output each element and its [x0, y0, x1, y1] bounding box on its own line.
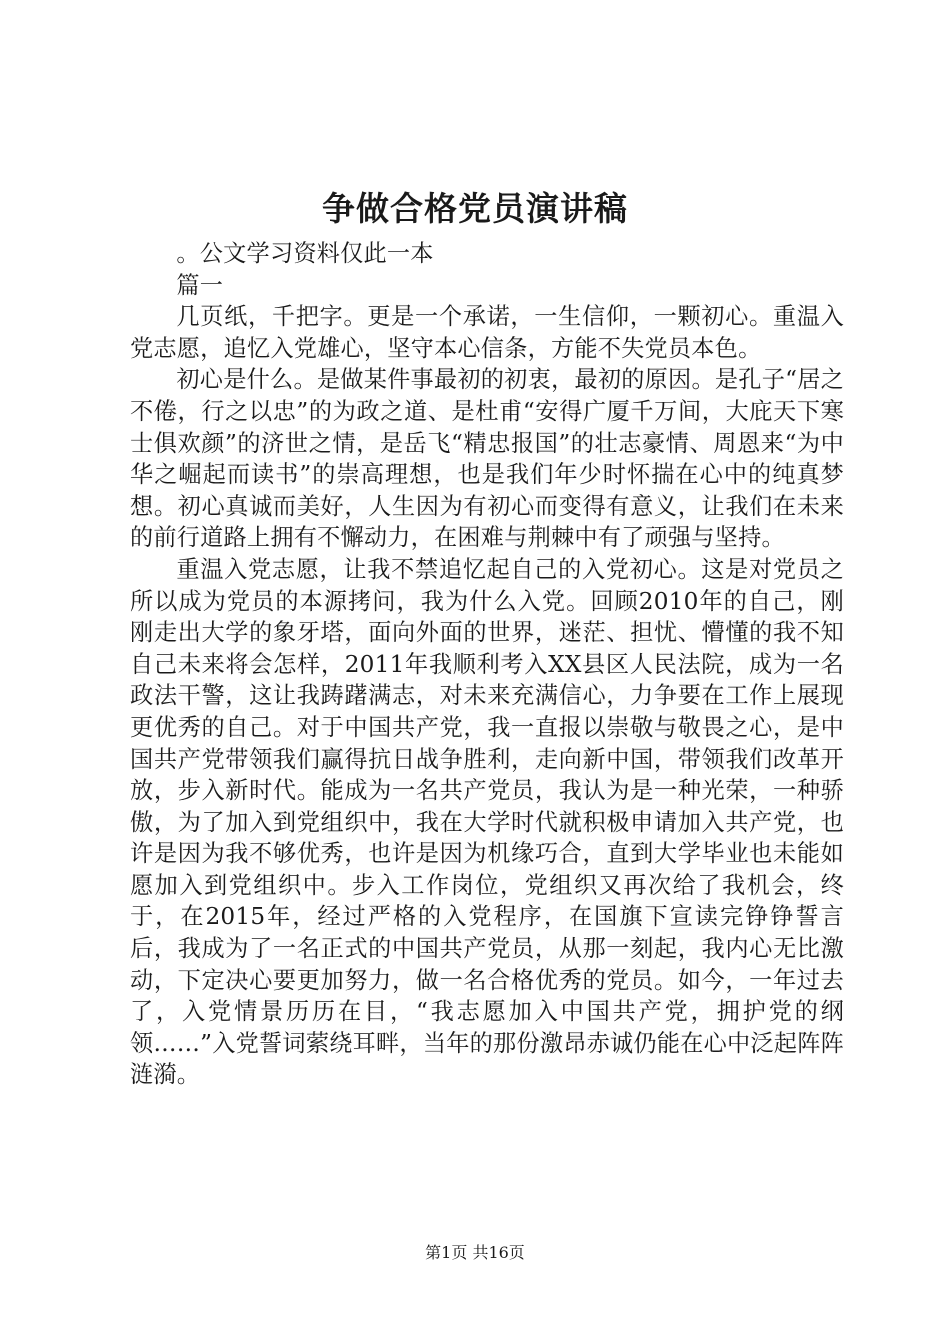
- paragraph-note: 。公文学习资料仅此一本: [176, 240, 434, 267]
- paragraph-3: 重温入党志愿，让我不禁追忆起自己的入党初心。这是对党员之所以成为党员的本源拷问，我为什么入党。回顾2010年的自己，刚刚走出大学的象牙塔，面向外面的世界，迷茫、担忧、懵懂的我不知自己未来将会怎样，2011年我顺利考入XX县区人民法院，成为一名政法干警，这让我踌躇满志，对未来充满信心，力争要在工作上展现更优秀的自己。对于中国共产党，我一直报以崇敬与敬畏之心，是中国共产党带领我们赢得抗日战争胜利，走向新中国，带领我们改革开放，步入新时代。能成为一名共产党员，我认为是一种光荣，一种骄傲，为了加入到党组织中，我在大学时代就积极申请加入共产党，也许是因为我不够优秀，也许是因为机缘巧合，直到大学毕业也未能如愿加入到党组织中。步入工作岗位，党组织又再次给了我机会，终于，在2015年，经过严格的入党程序，在国旗下宣读完铮铮誓言后，我成为了一名正式的中国共产党员，从那一刻起，我内心无比激动，下定决心要更加努力，做一名合格优秀的党员。如今，一年过去了，入党情景历历在目，“我志愿加入中国共产党，拥护党的纲领……”入党誓词萦绕耳畔，当年的那份激昂赤诚仍能在心中泛起阵阵涟漪。: [130, 555, 844, 1089]
- page-footer: 第1页 共16页: [425, 1243, 525, 1262]
- paragraph-1: 几页纸，千把字。更是一个承诺，一生信仰，一颗初心。重温入党志愿，追忆入党雄心，坚守本心信条，方能不失党员本色。: [130, 303, 844, 362]
- document-body: [130, 238, 844, 1091]
- document-title: 争做合格党员演讲稿: [322, 189, 628, 228]
- paragraph-2: 初心是什么。是做某件事最初的初衷，最初的原因。是孔子“居之不倦，行之以忠”的为政之道、是杜甫“安得广厦千万间，大庇天下寒士俱欢颜”的济世之情，是岳飞“精忠报国”的壮志豪情、周恩来“为中华之崛起而读书”的崇高理想，也是我们年少时怀揣在心中的纯真梦想。初心真诚而美好，人生因为有初心而变得有意义，让我们在未来的前行道路上拥有不懈动力，在困难与荆棘中有了顽强与坚持。: [130, 366, 844, 552]
- paragraph-section-label: 篇一: [176, 271, 224, 299]
